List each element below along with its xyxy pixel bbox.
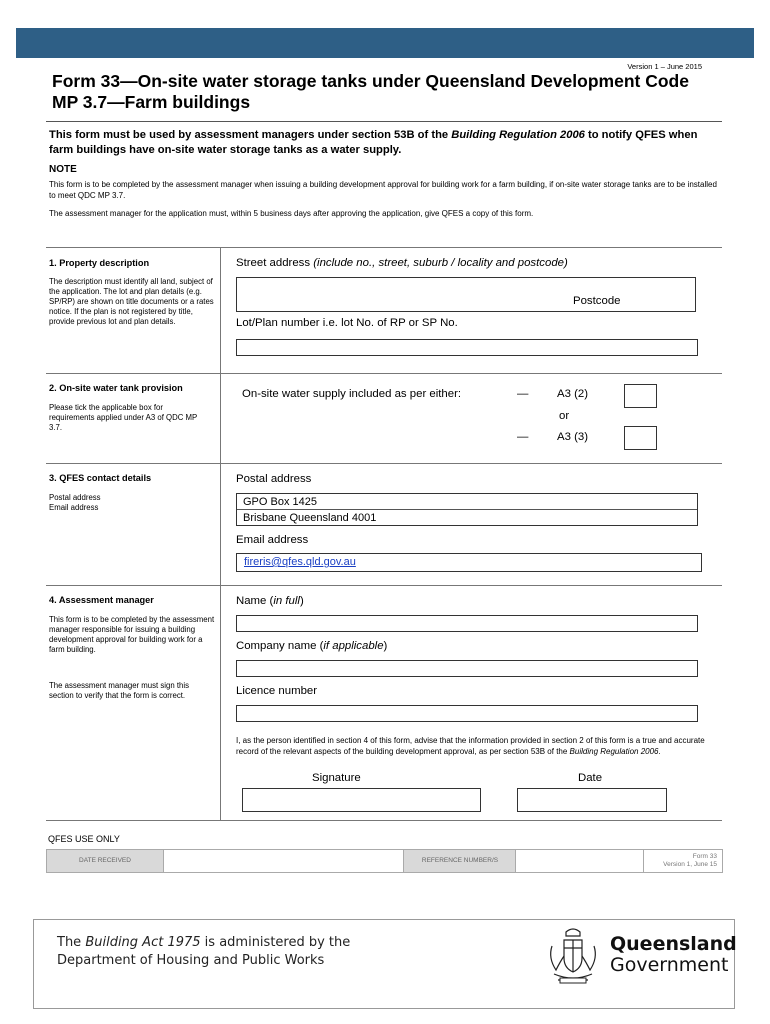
column-divider <box>220 247 221 820</box>
section-3-text: Postal address Email address <box>49 493 101 512</box>
name-input[interactable] <box>236 615 698 632</box>
intro-text: This form must be used by assessment managers under section 53B of the Building Regulation 2006 to notify QFES when farm buildings have on-site water storage tanks as a water supply. <box>49 129 698 156</box>
section-2-text: Please tick the applicable box for requirements applied under A3 of QDC MP 3.7. <box>49 403 198 432</box>
office-use-label: QFES USE ONLY <box>48 834 120 844</box>
note-paragraph-2: The assessment manager for the application must, within 5 business days after approving the application, give QFES a copy of this form. <box>49 209 534 218</box>
page-title: Form 33—On-site water storage tanks under Queensland Development Code MP 3.7—Farm buildings <box>52 71 689 112</box>
signature-label: Signature <box>312 772 361 784</box>
section-2-heading: 2. On-site water tank provision <box>49 383 183 393</box>
name-label: Name (in full) <box>236 595 304 607</box>
or-label: or <box>559 410 570 422</box>
company-name-label: Company name (if applicable) <box>236 640 388 652</box>
date-received-label: DATE RECEIVED <box>47 850 163 872</box>
queensland-government-logo: Queensland Government <box>610 933 737 976</box>
licence-number-label: Licence number <box>236 685 318 697</box>
street-address-label: Street address (include no., street, suburb / locality and postcode) <box>236 257 568 269</box>
section-4-text-1: This form is to be completed by the assessment manager responsible for issuing a building development approval for building work for a farm building. <box>49 615 215 654</box>
company-name-input[interactable] <box>236 660 698 677</box>
section-divider <box>46 585 722 586</box>
postal-line-2: Brisbane Queensland 4001 <box>243 512 377 524</box>
declaration-text: I, as the person identified in section 4 of this form, advise that the information provided in section 2 of this form is a true and accurate record of the relevant aspects of the building development approval, as per section 53B of the Building Regulation 2006. <box>236 736 705 756</box>
postcode-label: Postcode <box>573 295 621 307</box>
form-reference: Form 33 Version 1, June 15 <box>663 853 717 868</box>
option-a3-2-label: A3 (2) <box>557 388 589 400</box>
cell-divider <box>163 850 164 872</box>
postal-line-divider <box>237 509 697 510</box>
option-a3-2-checkbox[interactable] <box>624 384 657 408</box>
postal-line-1: GPO Box 1425 <box>243 496 317 508</box>
section-divider <box>46 463 722 464</box>
option-a3-3-label: A3 (3) <box>557 431 589 443</box>
option-dash: — <box>517 388 529 400</box>
option-a3-3-checkbox[interactable] <box>624 426 657 450</box>
office-use-table <box>46 849 723 873</box>
coat-of-arms-icon <box>544 926 602 988</box>
section-4-text-2: The assessment manager must sign this section to verify that the form is correct. <box>49 681 189 700</box>
lot-plan-input[interactable] <box>236 339 698 356</box>
email-link[interactable]: fireris@qfes.qld.gov.au <box>244 556 356 568</box>
cell-divider <box>643 850 644 872</box>
version-label: Version 1 – June 2015 <box>627 62 702 71</box>
street-address-input[interactable] <box>236 277 696 312</box>
section-divider <box>46 247 722 248</box>
postal-address-field <box>236 493 698 526</box>
postal-address-label: Postal address <box>236 473 312 485</box>
option-dash: — <box>517 431 529 443</box>
section-4-heading: 4. Assessment manager <box>49 595 154 605</box>
email-address-field <box>236 553 702 572</box>
lot-plan-label: Lot/Plan number i.e. lot No. of RP or SP No. <box>236 317 458 329</box>
cell-divider <box>515 850 516 872</box>
reference-number-label: REFERENCE NUMBER/S <box>403 850 516 872</box>
note-paragraph-1: This form is to be completed by the assessment manager when issuing a building development approval for building work for a farm building, if on-site water storage tanks are to be installed to meet QDC MP 3.7. <box>49 180 717 200</box>
title-divider <box>46 121 722 122</box>
section-divider <box>46 373 722 374</box>
date-label: Date <box>578 772 603 784</box>
note-heading: NOTE <box>49 164 77 175</box>
section-1-text: The description must identify all land, subject of the application. The lot and plan details (e.g. SP/RP) are shown on title documents or a rates notice. If the plan is not registered by title, provide previous lot and plan details. <box>49 277 214 326</box>
date-input[interactable] <box>517 788 667 812</box>
licence-number-input[interactable] <box>236 705 698 722</box>
header-bar <box>16 28 754 58</box>
section-3-heading: 3. QFES contact details <box>49 473 152 483</box>
water-supply-label: On-site water supply included as per either: <box>242 388 462 400</box>
section-1-heading: 1. Property description <box>49 258 150 268</box>
section-divider <box>46 820 722 821</box>
administered-by-text: The Building Act 1975 is administered by the Department of Housing and Public Works <box>57 935 351 968</box>
signature-input[interactable] <box>242 788 481 812</box>
email-address-label: Email address <box>236 534 309 546</box>
